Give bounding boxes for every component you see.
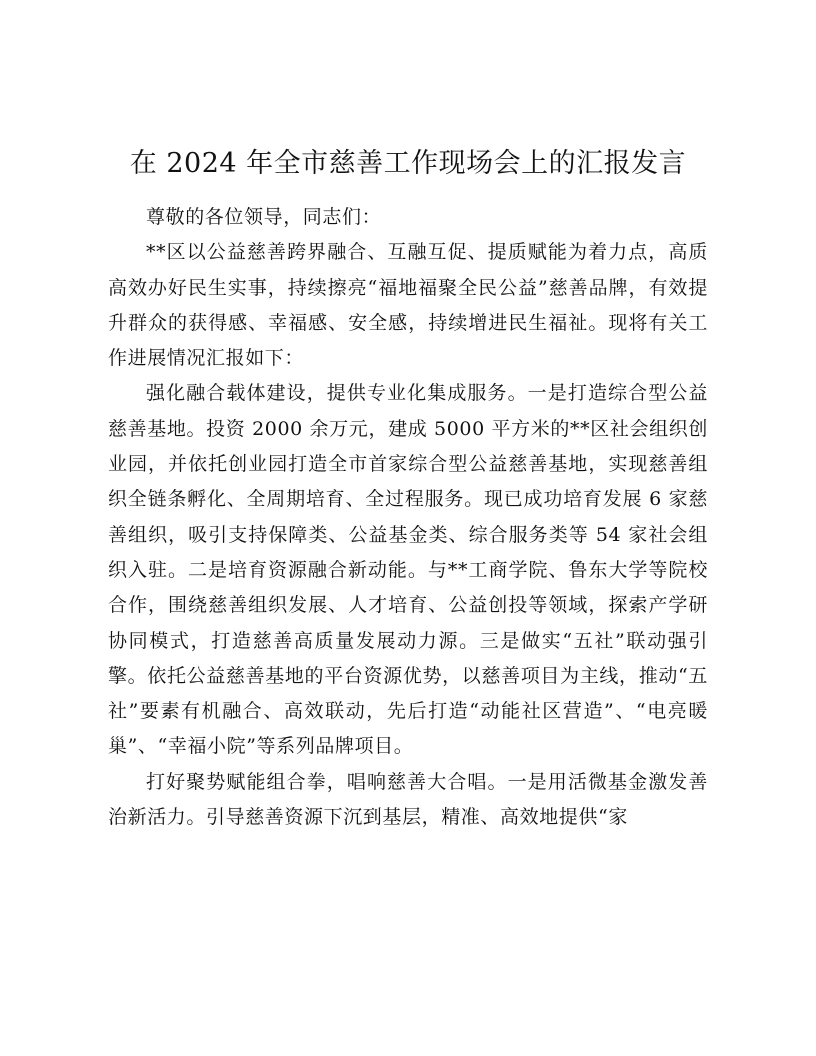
document-body	[108, 200, 708, 835]
greeting-paragraph: 尊敬的各位领导，同志们：	[146, 206, 382, 228]
intro-paragraph: **区以公益慈善跨界融合、互融互促、提质赋能为着力点，高质高效办好民生实事，持续擦亮“福地福聚全民公益”慈善品牌，有效提升群众的获得感、幸福感、安全感，持续增进民生福祉。现将有关工作进展情况汇报如下：	[108, 241, 708, 370]
document-title: 在 2024 年全市慈善工作现场会上的汇报发言	[129, 148, 687, 179]
body-paragraph: 打好聚势赋能组合拳，唱响慈善大合唱。一是用活微基金激发善治新活力。引导慈善资源下沉到基层，精准、高效地提供“家	[108, 770, 708, 829]
body-paragraph: 强化融合载体建设，提供专业化集成服务。一是打造综合型公益慈善基地。投资 2000 余万元，建成 5000 平方米的**区社会组织创业园，并依托创业园打造全市首家综合型公益慈善基地，实现慈善组织全链条孵化、全周期培育、全过程服务。现已成功培育发展 6 家慈善组织，吸引支持保障类、公益基金类、综合服务类等 54 家社会组织入驻。二是培育资源融合新动能。与**工商学院、鲁东大学等院校合作，围绕慈善组织发展、人才培育、公益创投等领域，探索产学研协同模式，打造慈善高质量发展动力源。三是做实“五社”联动强引擎。依托公益慈善基地的平台资源优势，以慈善项目为主线，推动“五社”要素有机融合、高效联动，先后打造“动能社区营造”、“电亮暖巢”、“幸福小院”等系列品牌项目。	[108, 382, 708, 758]
